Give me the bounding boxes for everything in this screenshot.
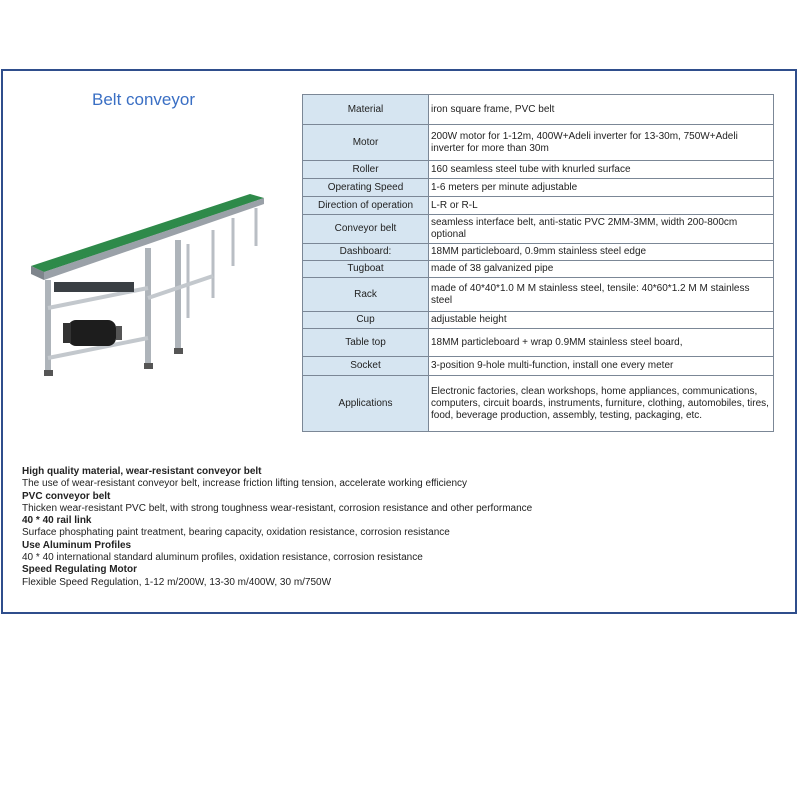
spec-value: made of 38 galvanized pipe xyxy=(429,261,774,278)
belt-conveyor-image xyxy=(28,188,273,388)
feature-description xyxy=(22,466,762,589)
spec-label: Motor xyxy=(303,125,429,161)
spec-label: Applications xyxy=(303,376,429,432)
spec-value: 3-position 9-hole multi-function, install one every meter xyxy=(429,357,774,376)
spec-label: Tugboat xyxy=(303,261,429,278)
feature-text: Flexible Speed Regulation, 1-12 m/200W, 13-30 m/400W, 30 m/750W xyxy=(22,576,332,588)
feature-heading: Use Aluminum Profiles xyxy=(22,539,132,551)
feature-text: Thicken wear-resistant PVC belt, with strong toughness wear-resistant, corrosion resistance and other performance xyxy=(22,502,533,514)
spec-value: 18MM particleboard, 0.9mm stainless steel edge xyxy=(429,244,774,261)
spec-row xyxy=(303,278,774,312)
spec-value: L-R or R-L xyxy=(429,197,774,215)
spec-label: Rack xyxy=(303,278,429,312)
spec-row xyxy=(303,376,774,432)
spec-row xyxy=(303,95,774,125)
spec-label: Material xyxy=(303,95,429,125)
feature-text: 40 * 40 international standard aluminum profiles, oxidation resistance, corrosion resistance xyxy=(22,552,423,564)
feature-heading: Speed Regulating Motor xyxy=(22,564,137,576)
spec-row xyxy=(303,161,774,179)
spec-label: Conveyor belt xyxy=(303,215,429,244)
spec-value: 200W motor for 1-12m, 400W+Adeli inverter for 13-30m, 750W+Adeli inverter for more than 30m xyxy=(429,125,774,161)
feature-text: Surface phosphating paint treatment, bearing capacity, oxidation resistance, corrosion resistance xyxy=(22,527,450,539)
spec-value: iron square frame, PVC belt xyxy=(429,95,774,125)
spec-row xyxy=(303,215,774,244)
spec-row xyxy=(303,197,774,215)
spec-table xyxy=(302,94,774,432)
spec-label: Table top xyxy=(303,329,429,357)
spec-row xyxy=(303,312,774,329)
spec-value: Electronic factories, clean workshops, home appliances, communications, computers, circuit boards, instruments, furniture, clothing, automobiles, tires, food, beverage production, assembly, testing, packaging, etc. xyxy=(429,376,774,432)
spec-value: 160 seamless steel tube with knurled surface xyxy=(429,161,774,179)
spec-label: Operating Speed xyxy=(303,179,429,197)
spec-label: Cup xyxy=(303,312,429,329)
spec-table-body xyxy=(303,95,774,432)
spec-value: seamless interface belt, anti-static PVC 2MM-3MM, width 200-800cm optional xyxy=(429,215,774,244)
spec-row xyxy=(303,261,774,278)
spec-row xyxy=(303,357,774,376)
spec-row xyxy=(303,244,774,261)
spec-label: Direction of operation xyxy=(303,197,429,215)
spec-label: Roller xyxy=(303,161,429,179)
spec-row xyxy=(303,329,774,357)
feature-heading: High quality material, wear-resistant conveyor belt xyxy=(22,466,262,477)
feature-heading: 40 * 40 rail link xyxy=(22,515,92,527)
spec-value: 1-6 meters per minute adjustable xyxy=(429,179,774,197)
spec-row xyxy=(303,125,774,161)
spec-label: Dashboard: xyxy=(303,244,429,261)
spec-row xyxy=(303,179,774,197)
spec-value: 18MM particleboard + wrap 0.9MM stainless steel board, xyxy=(429,329,774,357)
feature-heading: PVC conveyor belt xyxy=(22,490,111,502)
spec-label: Socket xyxy=(303,357,429,376)
page-title: Belt conveyor xyxy=(92,90,195,109)
feature-text: The use of wear-resistant conveyor belt, increase friction lifting tension, accelerate working efficiency xyxy=(22,478,468,490)
spec-value: adjustable height xyxy=(429,312,774,329)
spec-value: made of 40*40*1.0 M M stainless steel, tensile: 40*60*1.2 M M stainless steel xyxy=(429,278,774,312)
